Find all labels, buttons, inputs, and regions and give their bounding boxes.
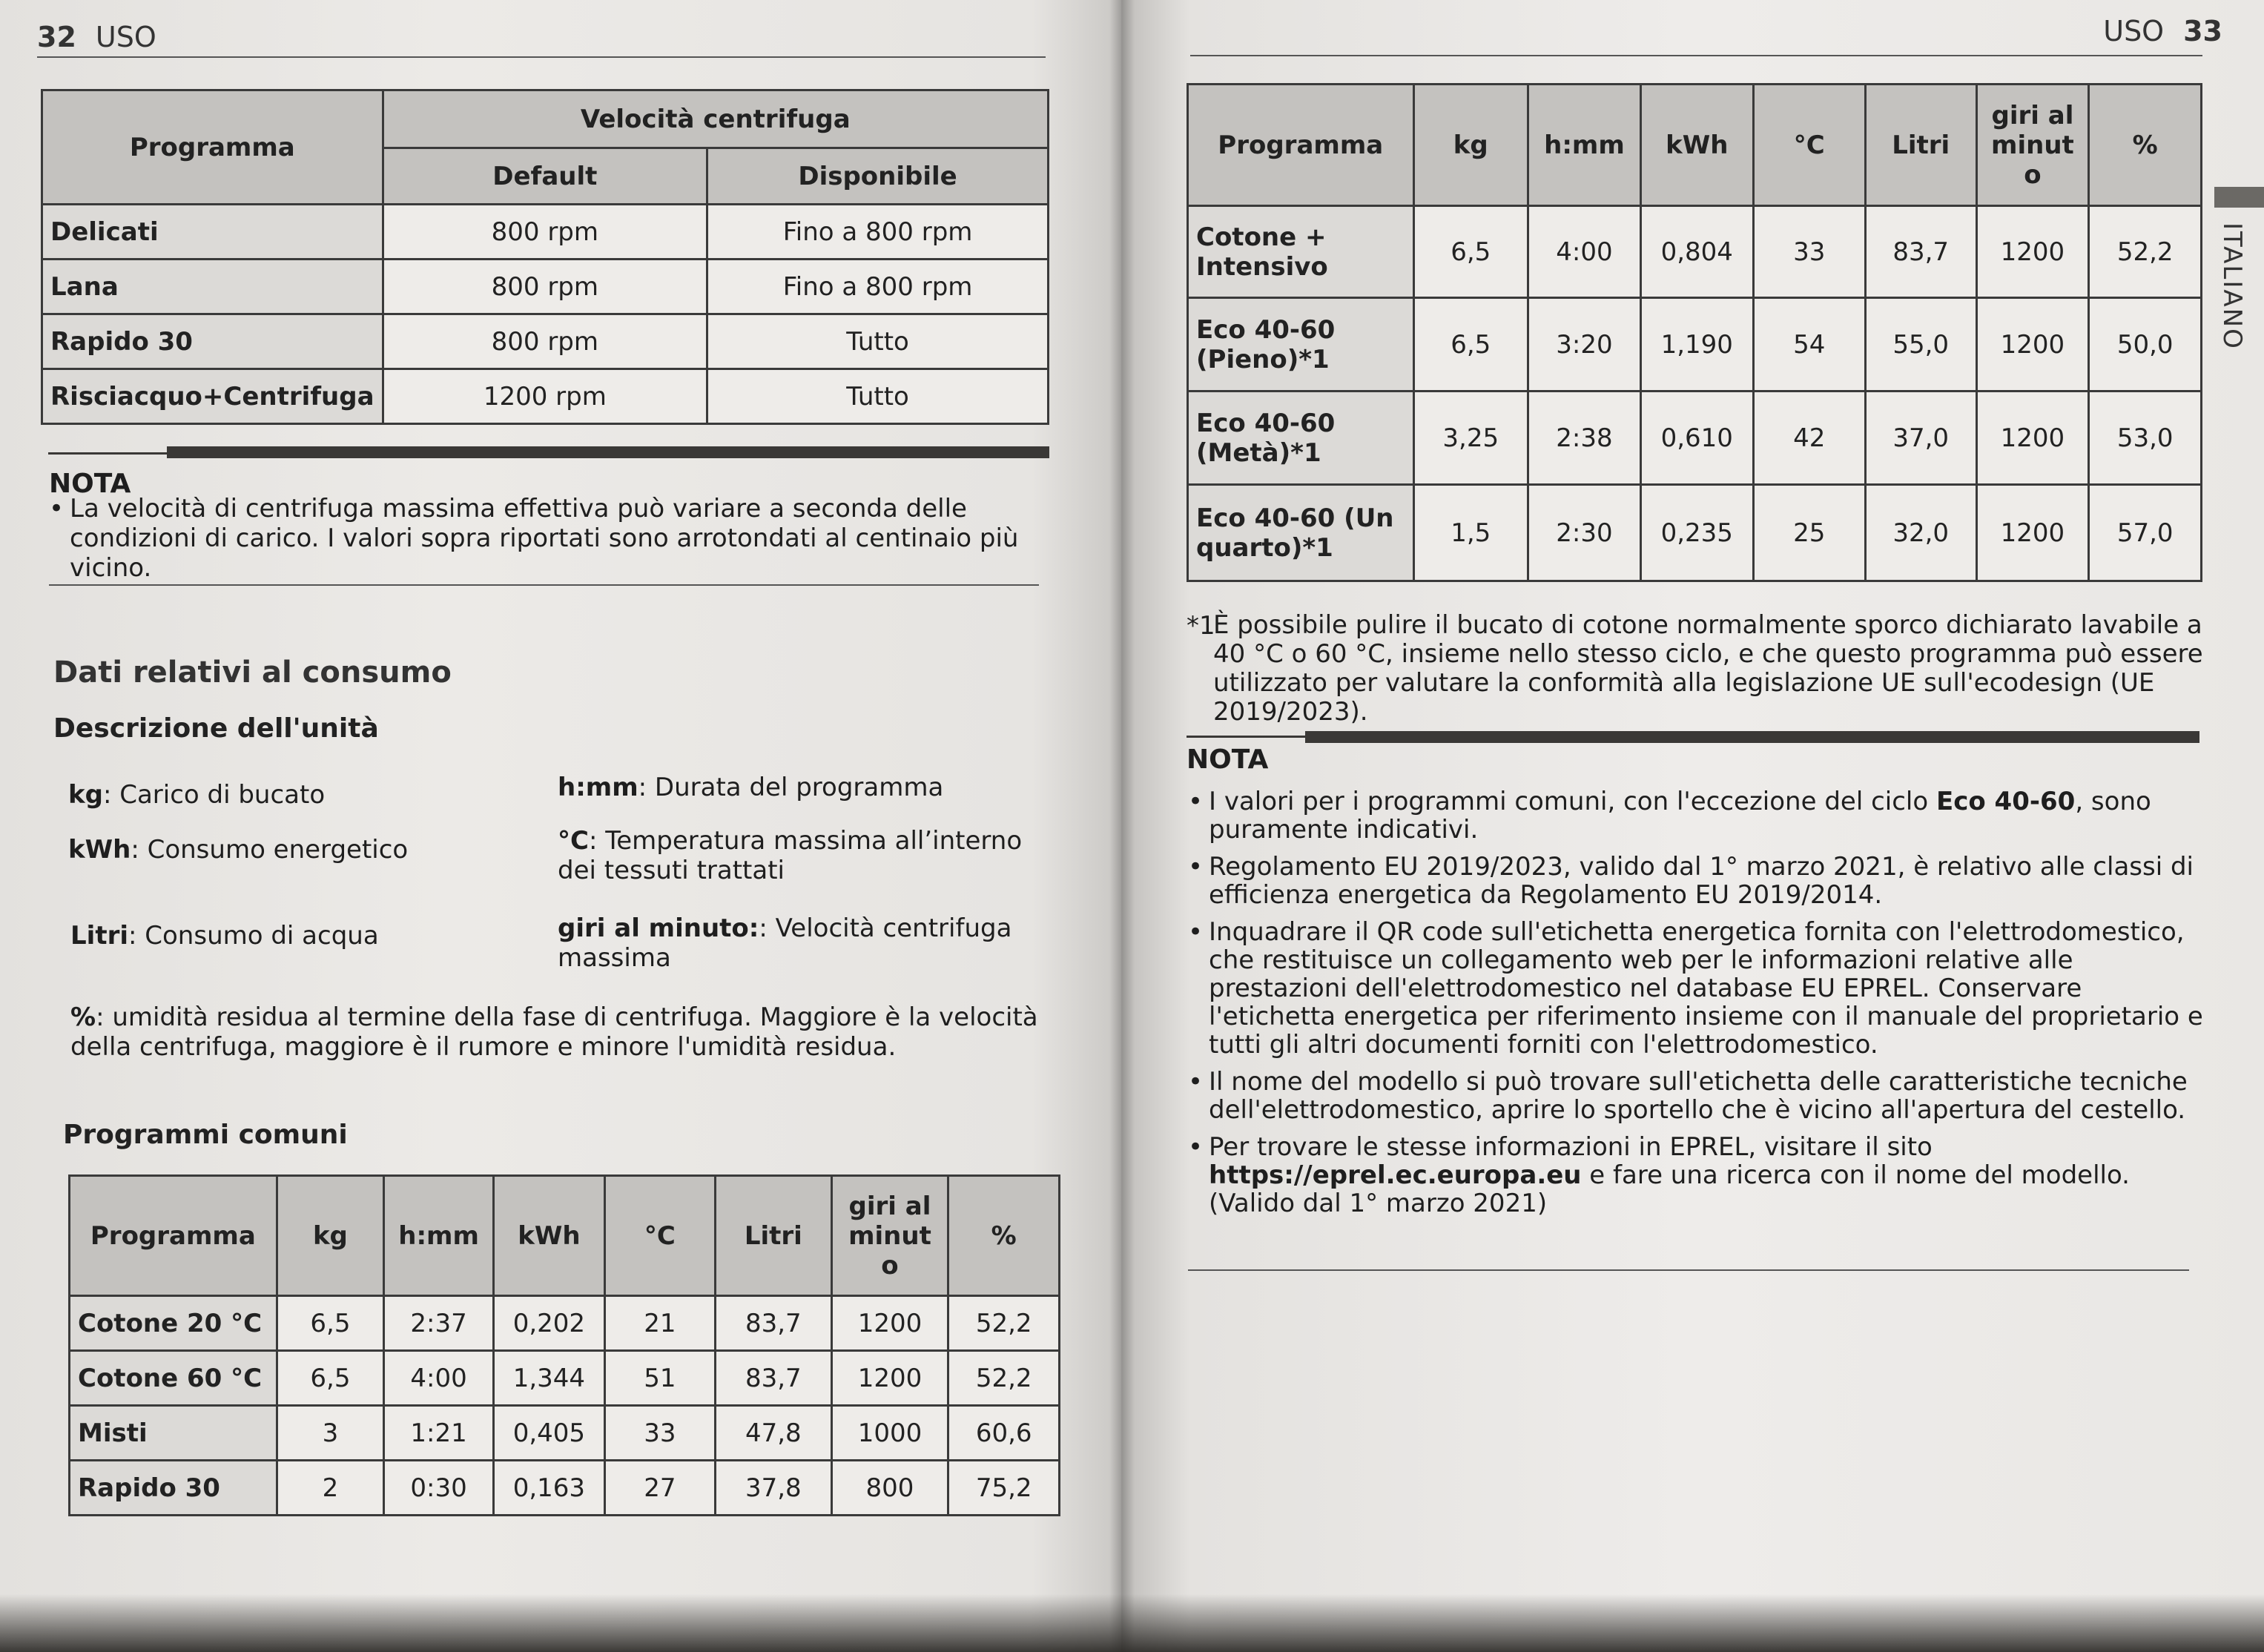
rpm-cell: 1200 (1976, 485, 2089, 581)
program-cell: Cotone 20 °C (70, 1296, 277, 1351)
col-header-kwh: kWh (1640, 85, 1753, 206)
note-text: e fare una ricerca con il nome del modello. (Valido dal 1° marzo 2021) (1209, 1160, 2130, 1218)
note-bold-text: Eco 40-60 (1935, 787, 2076, 816)
spin-default-cell: 1200 rpm (383, 369, 707, 424)
list-item (1188, 787, 2204, 844)
left-note-bar (167, 446, 1049, 458)
water-cell: 37,8 (716, 1461, 832, 1516)
left-note-rule (49, 584, 1039, 586)
col-header-percent: % (2089, 85, 2202, 206)
temperature-cell: 42 (1753, 391, 1865, 485)
water-cell: 32,0 (1865, 485, 1976, 581)
rpm-cell: 800 (831, 1461, 948, 1516)
unit-term: °C (558, 826, 589, 856)
temperature-cell: 33 (604, 1406, 715, 1461)
water-cell: 47,8 (716, 1406, 832, 1461)
unit-kwh (68, 835, 528, 865)
spin-col-program: Programma (42, 90, 383, 205)
note-text: I valori per i programmi comuni, con l'eccezione del ciclo (1209, 787, 1936, 816)
bottom-shadow (0, 1594, 2264, 1652)
table-row (42, 205, 1049, 260)
unit-desc: : Consumo di acqua (128, 921, 379, 951)
col-header-rpm: giri al minut o (831, 1176, 948, 1296)
temperature-cell: 21 (604, 1296, 715, 1351)
col-header-kg: kg (277, 1176, 383, 1296)
kg-cell: 2 (277, 1461, 383, 1516)
spin-default-cell: 800 rpm (383, 260, 707, 314)
table-row (70, 1351, 1060, 1406)
right-header-rule (1190, 55, 2202, 56)
spin-col-default: Default (383, 148, 707, 205)
left-page (0, 0, 1121, 1652)
spin-available-cell: Tutto (707, 369, 1049, 424)
program-cell: Misti (70, 1406, 277, 1461)
left-page-header (37, 21, 156, 53)
unit-rpm (558, 913, 1062, 973)
col-header-hmm: h:mm (384, 1176, 494, 1296)
unit-desc: : umidità residua al termine della fase di centrifuga. Maggiore è la velocità della centrifuga, maggiore è il rumore e minore l'umidità residua. (70, 1002, 1038, 1062)
temperature-cell: 27 (604, 1461, 715, 1516)
col-header-litri: Litri (716, 1176, 832, 1296)
table-row (70, 1406, 1060, 1461)
kg-cell: 6,5 (277, 1351, 383, 1406)
col-header-celsius: °C (604, 1176, 715, 1296)
duration-cell: 4:00 (1528, 206, 1641, 298)
kg-cell: 6,5 (1413, 206, 1528, 298)
col-header-program: Programma (1188, 85, 1414, 206)
eprel-link[interactable]: https://eprel.ec.europa.eu (1209, 1160, 1582, 1190)
program-cell: Eco 40-60 (Un quarto)*1 (1188, 485, 1414, 581)
left-header-rule (37, 56, 1046, 58)
water-cell: 83,7 (716, 1351, 832, 1406)
humidity-cell: 57,0 (2089, 485, 2202, 581)
list-item: • Inquadrare il QR code sull'etichetta energetica fornita con l'elettrodomestico, che restituisce un collegamento web per le informazioni relative alle prestazioni dell'elettrodomestico nel database EU EPREL. Conservare l'etichetta energetica per riferimento insieme con il manuale del proprietario e tutti gli altri documenti forniti con l'elettrodomestico. (1188, 918, 2204, 1059)
spin-default-cell: 800 rpm (383, 205, 707, 260)
note-text: , sono puramente indicativi. (1209, 787, 2151, 845)
humidity-cell: 50,0 (2089, 298, 2202, 391)
footnote-text: È possibile pulire il bucato di cotone normalmente sporco dichiarato lavabile a 40 °C o 60 °C, insieme nello stesso ciclo, e che questo programma può essere utilizzato per valutare la conformità alla legislazione UE sull'ecodesign (UE 2019/2023). (1213, 610, 2203, 727)
spin-program-cell: Risciacquo+Centrifuga (42, 369, 383, 424)
spin-speed-table (41, 89, 1049, 425)
kg-cell: 6,5 (1413, 298, 1528, 391)
program-cell: Rapido 30 (70, 1461, 277, 1516)
unit-term: giri al minuto: (558, 913, 759, 943)
spin-available-cell: Tutto (707, 314, 1049, 369)
energy-cell: 0,804 (1640, 206, 1753, 298)
table-row (70, 1296, 1060, 1351)
energy-cell: 0,163 (494, 1461, 605, 1516)
col-header-celsius: °C (1753, 85, 1865, 206)
water-cell: 83,7 (716, 1296, 832, 1351)
duration-cell: 3:20 (1528, 298, 1641, 391)
kg-cell: 6,5 (277, 1296, 383, 1351)
duration-cell: 2:38 (1528, 391, 1641, 485)
right-page-header (2103, 15, 2222, 47)
spin-col-group: Velocità centrifuga (383, 90, 1048, 148)
temperature-cell: 25 (1753, 485, 1865, 581)
unit-desc: : Temperatura massima all’interno dei tessuti trattati (558, 826, 1023, 885)
humidity-cell: 52,2 (948, 1351, 1060, 1406)
spin-available-cell: Fino a 800 rpm (707, 205, 1049, 260)
right-note-list (1188, 787, 2204, 1229)
temperature-cell: 51 (604, 1351, 715, 1406)
energy-cell: 0,235 (1640, 485, 1753, 581)
table-row (42, 260, 1049, 314)
humidity-cell: 75,2 (948, 1461, 1060, 1516)
unit-term: kg (68, 780, 103, 810)
common-programs-heading: Programmi comuni (63, 1120, 348, 1150)
unit-term: kWh (68, 835, 131, 865)
table-row (42, 369, 1049, 424)
rpm-cell: 1000 (831, 1406, 948, 1461)
unit-term: % (70, 1002, 96, 1032)
kg-cell: 3 (277, 1406, 383, 1461)
list-item: • Il nome del modello si può trovare sull'etichetta delle caratteristiche tecniche dell'elettrodomestico, aprire lo sportello che è vicino all'apertura del cestello. (1188, 1068, 2204, 1124)
rpm-cell: 1200 (831, 1351, 948, 1406)
unit-celsius (558, 826, 1062, 885)
spin-program-cell: Rapido 30 (42, 314, 383, 369)
unit-description-heading: Descrizione dell'unità (53, 713, 379, 744)
kg-cell: 1,5 (1413, 485, 1528, 581)
right-note-rule (1188, 1269, 2189, 1271)
program-cell: Eco 40-60 (Metà)*1 (1188, 391, 1414, 485)
program-cell: Cotone + Intensivo (1188, 206, 1414, 298)
list-item (1188, 1133, 2204, 1217)
unit-kg (68, 780, 528, 810)
energy-cell: 0,610 (1640, 391, 1753, 485)
unit-desc: : Consumo energetico (131, 835, 409, 865)
unit-residual (70, 1002, 1064, 1062)
left-note-bar-thin (48, 452, 167, 455)
spin-available-cell: Fino a 800 rpm (707, 260, 1049, 314)
temperature-cell: 54 (1753, 298, 1865, 391)
program-cell: Eco 40-60 (Pieno)*1 (1188, 298, 1414, 391)
unit-desc: : Durata del programma (638, 773, 944, 802)
left-section-title: USO (95, 21, 156, 53)
unit-term: h:mm (558, 773, 638, 802)
energy-cell: 0,202 (494, 1296, 605, 1351)
col-header-litri: Litri (1865, 85, 1976, 206)
left-note-title: NOTA (49, 469, 131, 499)
table-row (42, 314, 1049, 369)
language-tab-marker (2214, 187, 2264, 208)
language-tab-label: ITALIANO (2217, 222, 2247, 350)
kg-cell: 3,25 (1413, 391, 1528, 485)
humidity-cell: 52,2 (2089, 206, 2202, 298)
spin-program-cell: Lana (42, 260, 383, 314)
table-row (1188, 391, 2202, 485)
unit-hmm (558, 773, 1062, 802)
common-programs-table (68, 1174, 1060, 1516)
col-header-kg: kg (1413, 85, 1528, 206)
left-note-list (49, 494, 1057, 595)
col-header-hmm: h:mm (1528, 85, 1641, 206)
consumption-heading: Dati relativi al consumo (53, 655, 452, 690)
temperature-cell: 33 (1753, 206, 1865, 298)
eco-programs-table (1187, 83, 2202, 582)
energy-cell: 0,405 (494, 1406, 605, 1461)
rpm-cell: 1200 (1976, 298, 2089, 391)
footnote-mark: *1 (1187, 611, 1215, 641)
water-cell: 55,0 (1865, 298, 1976, 391)
list-item: • La velocità di centrifuga massima effettiva può variare a seconda delle condizioni di carico. I valori sopra riportati sono arrotondati al centinaio più vicino. (49, 494, 1057, 583)
humidity-cell: 52,2 (948, 1296, 1060, 1351)
table-row (1188, 206, 2202, 298)
table-row (70, 1461, 1060, 1516)
col-header-percent: % (948, 1176, 1060, 1296)
rpm-cell: 1200 (1976, 206, 2089, 298)
duration-cell: 1:21 (384, 1406, 494, 1461)
spin-program-cell: Delicati (42, 205, 383, 260)
rpm-cell: 1200 (831, 1296, 948, 1351)
table-row (1188, 485, 2202, 581)
duration-cell: 0:30 (384, 1461, 494, 1516)
program-cell: Cotone 60 °C (70, 1351, 277, 1406)
right-page (1121, 0, 2264, 1652)
unit-desc: : Velocità centrifuga massima (558, 913, 1012, 973)
humidity-cell: 53,0 (2089, 391, 2202, 485)
unit-term: Litri (70, 921, 128, 951)
list-item: • Regolamento EU 2019/2023, valido dal 1° marzo 2021, è relativo alle classi di efficienza energetica da Regolamento EU 2019/2014. (1188, 853, 2204, 909)
water-cell: 83,7 (1865, 206, 1976, 298)
table-row (1188, 298, 2202, 391)
energy-cell: 1,344 (494, 1351, 605, 1406)
rpm-cell: 1200 (1976, 391, 2089, 485)
right-note-title: NOTA (1187, 744, 1269, 775)
right-note-bar (1305, 731, 2199, 743)
col-header-kwh: kWh (494, 1176, 605, 1296)
right-section-title: USO (2103, 15, 2165, 47)
col-header-program: Programma (70, 1176, 277, 1296)
right-page-number: 33 (2183, 15, 2222, 47)
duration-cell: 4:00 (384, 1351, 494, 1406)
energy-cell: 1,190 (1640, 298, 1753, 391)
left-page-number: 32 (37, 21, 76, 53)
duration-cell: 2:30 (1528, 485, 1641, 581)
duration-cell: 2:37 (384, 1296, 494, 1351)
unit-litri (70, 921, 530, 951)
spin-default-cell: 800 rpm (383, 314, 707, 369)
right-note-bar-thin (1187, 736, 1305, 738)
col-header-rpm: giri al minut o (1976, 85, 2089, 206)
humidity-cell: 60,6 (948, 1406, 1060, 1461)
note-text: Per trovare le stesse informazioni in EPREL, visitare il sito (1209, 1132, 1933, 1162)
unit-desc: : Carico di bucato (102, 780, 326, 810)
water-cell: 37,0 (1865, 391, 1976, 485)
book-gutter (1109, 0, 1135, 1652)
spin-col-available: Disponibile (707, 148, 1049, 205)
